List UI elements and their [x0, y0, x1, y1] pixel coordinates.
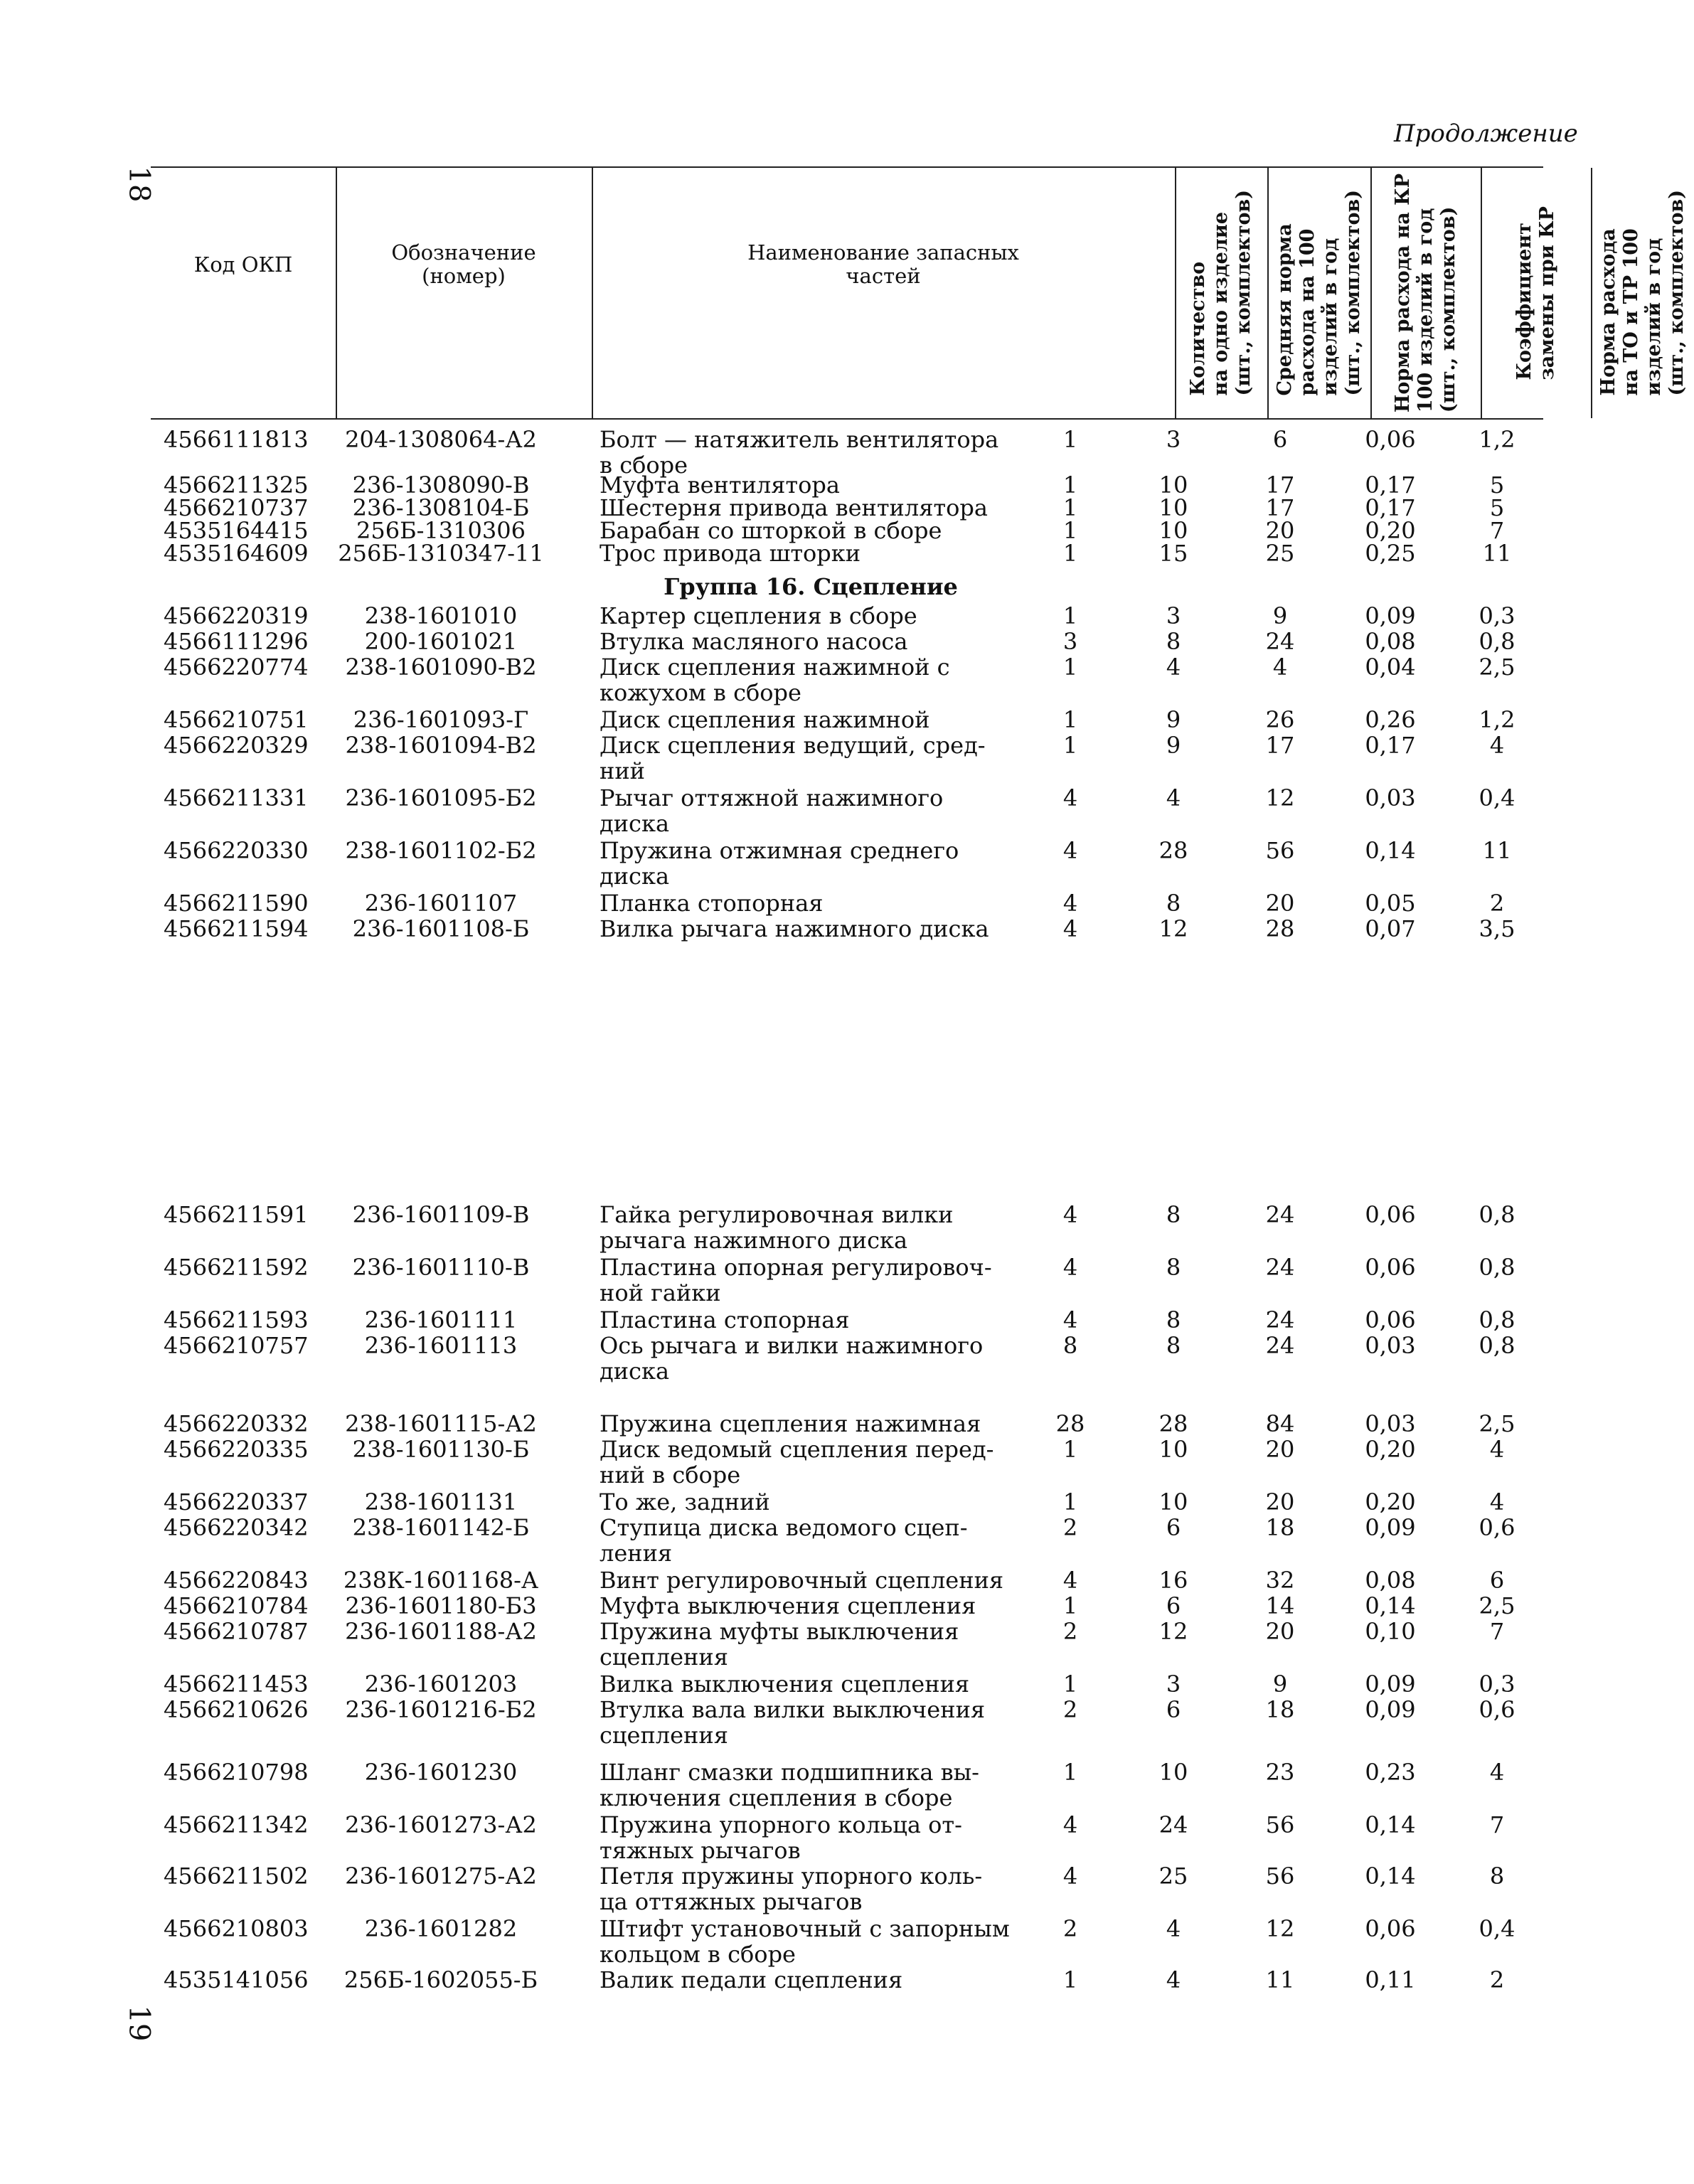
part-number: 236-1601203 — [364, 1671, 518, 1698]
header-coef — [1481, 168, 1591, 418]
okp-code: 4566210803 — [164, 1915, 309, 1942]
qty-per-item: 4 — [1062, 1567, 1078, 1594]
part-name: ления — [600, 1540, 673, 1567]
kr-norm: 17 — [1265, 732, 1295, 759]
qty-per-item: 2 — [1062, 1514, 1078, 1541]
part-name: кожухом в сборе — [600, 679, 801, 706]
to-norm: 0,3 — [1479, 602, 1515, 629]
okp-code: 4566211325 — [164, 472, 309, 499]
part-number: 236-1601113 — [364, 1332, 518, 1359]
part-name: Диск сцепления нажимной с — [600, 654, 950, 681]
okp-code: 4566220342 — [164, 1514, 309, 1541]
header-number-text: Обозначение (номер) — [391, 240, 536, 288]
replacement-coef: 0,09 — [1365, 1671, 1416, 1698]
part-number: 236-1601188-А2 — [345, 1618, 537, 1645]
qty-per-item: 1 — [1062, 1488, 1078, 1516]
part-number: 204-1308064-А2 — [345, 426, 537, 453]
part-name: Диск сцепления ведущий, сред- — [600, 732, 986, 759]
part-number: 236-1601282 — [364, 1915, 518, 1942]
to-norm: 4 — [1489, 1436, 1505, 1463]
replacement-coef: 0,25 — [1365, 540, 1416, 567]
okp-code: 4566210757 — [164, 1332, 309, 1359]
kr-norm: 24 — [1265, 1254, 1295, 1281]
part-name: Муфта выключения сцепления — [600, 1592, 976, 1619]
header-okp-text: Код ОКП — [193, 252, 293, 277]
part-number: 236-1601095-Б2 — [345, 784, 537, 811]
header-avg — [1267, 168, 1370, 418]
okp-code: 4566211593 — [164, 1306, 309, 1333]
qty-per-item: 4 — [1062, 784, 1078, 811]
replacement-coef: 0,14 — [1365, 837, 1416, 864]
avg-norm: 8 — [1166, 628, 1181, 655]
part-name: рычага нажимного диска — [600, 1227, 908, 1254]
replacement-coef: 0,06 — [1365, 1254, 1416, 1281]
header-to-text: Норма расхода на ТО и ТР 100 изделий в год (шт., комплектов) — [1597, 190, 1688, 396]
part-name: Трос привода шторки — [600, 540, 861, 567]
avg-norm: 9 — [1166, 706, 1181, 733]
okp-code: 4535164609 — [164, 540, 309, 567]
part-name: Ступица диска ведомого сцеп- — [600, 1514, 968, 1541]
qty-per-item: 2 — [1062, 1618, 1078, 1645]
avg-norm: 9 — [1166, 732, 1181, 759]
okp-code: 4566210751 — [164, 706, 309, 733]
part-name: Болт — натяжитель вентилятора — [600, 426, 999, 453]
replacement-coef: 0,06 — [1365, 1915, 1416, 1942]
replacement-coef: 0,06 — [1365, 1306, 1416, 1333]
qty-per-item: 4 — [1062, 1254, 1078, 1281]
part-name: Пластина стопорная — [600, 1306, 850, 1333]
okp-code: 4566210784 — [164, 1592, 309, 1619]
qty-per-item: 28 — [1055, 1410, 1085, 1437]
okp-code: 4566220329 — [164, 732, 309, 759]
kr-norm: 20 — [1265, 890, 1295, 917]
avg-norm: 10 — [1158, 1436, 1188, 1463]
avg-norm: 6 — [1166, 1592, 1181, 1619]
okp-code: 4566210737 — [164, 494, 309, 521]
okp-code: 4566220330 — [164, 837, 309, 864]
avg-norm: 6 — [1166, 1696, 1181, 1723]
header-number — [336, 139, 592, 390]
to-norm: 1,2 — [1479, 426, 1515, 453]
part-name: Диск сцепления нажимной — [600, 706, 930, 733]
to-norm: 7 — [1489, 1811, 1505, 1838]
header-qty-text: Количество на одно изделие (шт., комплектов) — [1187, 190, 1254, 396]
to-norm: 2,5 — [1479, 654, 1515, 681]
qty-per-item: 3 — [1062, 628, 1078, 655]
part-name: Шланг смазки подшипника вы- — [600, 1759, 979, 1786]
to-norm: 3,5 — [1479, 915, 1515, 942]
replacement-coef: 0,07 — [1365, 915, 1416, 942]
qty-per-item: 4 — [1062, 1863, 1078, 1890]
avg-norm: 4 — [1166, 1966, 1181, 1993]
part-name: тяжных рычагов — [600, 1837, 801, 1864]
avg-norm: 8 — [1166, 1254, 1181, 1281]
qty-per-item: 2 — [1062, 1696, 1078, 1723]
to-norm: 11 — [1482, 837, 1512, 864]
to-norm: 0,8 — [1479, 1306, 1515, 1333]
replacement-coef: 0,09 — [1365, 602, 1416, 629]
to-norm: 0,8 — [1479, 1332, 1515, 1359]
part-name: Планка стопорная — [600, 890, 824, 917]
to-norm: 0,8 — [1479, 1201, 1515, 1228]
kr-norm: 24 — [1265, 628, 1295, 655]
part-name: ний — [600, 757, 645, 784]
okp-code: 4566210787 — [164, 1618, 309, 1645]
okp-code: 4566210798 — [164, 1759, 309, 1786]
part-number: 236-1601109-В — [352, 1201, 530, 1228]
part-number: 238-1601102-Б2 — [345, 837, 537, 864]
to-norm: 5 — [1489, 494, 1505, 521]
kr-norm: 20 — [1265, 1618, 1295, 1645]
replacement-coef: 0,04 — [1365, 654, 1416, 681]
replacement-coef: 0,05 — [1365, 890, 1416, 917]
to-norm: 7 — [1489, 1618, 1505, 1645]
to-norm: 2,5 — [1479, 1592, 1515, 1619]
avg-norm: 6 — [1166, 1514, 1181, 1541]
avg-norm: 10 — [1158, 1488, 1188, 1516]
qty-per-item: 1 — [1062, 472, 1078, 499]
qty-per-item: 1 — [1062, 706, 1078, 733]
replacement-coef: 0,08 — [1365, 628, 1416, 655]
replacement-coef: 0,23 — [1365, 1759, 1416, 1786]
to-norm: 5 — [1489, 472, 1505, 499]
to-norm: 2,5 — [1479, 1410, 1515, 1437]
header-coef-text: Коэффициент замены при КР — [1513, 206, 1558, 380]
kr-norm: 20 — [1265, 1436, 1295, 1463]
okp-code: 4566211502 — [164, 1863, 309, 1890]
replacement-coef: 0,03 — [1365, 784, 1416, 811]
to-norm: 0,6 — [1479, 1696, 1515, 1723]
kr-norm: 12 — [1265, 784, 1295, 811]
replacement-coef: 0,06 — [1365, 1201, 1416, 1228]
part-name: Пластина опорная регулировоч- — [600, 1254, 992, 1281]
avg-norm: 8 — [1166, 1332, 1181, 1359]
qty-per-item: 1 — [1062, 732, 1078, 759]
qty-per-item: 1 — [1062, 426, 1078, 453]
qty-per-item: 4 — [1062, 1811, 1078, 1838]
table-header — [151, 166, 1688, 420]
avg-norm: 10 — [1158, 494, 1188, 521]
okp-code: 4566211594 — [164, 915, 309, 942]
part-number: 236-1601108-Б — [352, 915, 530, 942]
part-name: Втулка масляного насоса — [600, 628, 908, 655]
qty-per-item: 1 — [1062, 517, 1078, 544]
part-number: 236-1601111 — [364, 1306, 518, 1333]
header-avg-text: Средняя норма расхода на 100 изделий в год (шт., комплектов) — [1273, 190, 1364, 396]
okp-code: 4566111296 — [164, 628, 309, 655]
continuation-label: Продолжение — [1394, 119, 1578, 148]
to-norm: 6 — [1489, 1567, 1505, 1594]
avg-norm: 12 — [1158, 915, 1188, 942]
avg-norm: 25 — [1158, 1863, 1188, 1890]
kr-norm: 56 — [1265, 1863, 1295, 1890]
part-number: 238-1601094-В2 — [345, 732, 537, 759]
qty-per-item: 1 — [1062, 1671, 1078, 1698]
header-name — [592, 139, 1175, 390]
kr-norm: 11 — [1265, 1966, 1295, 1993]
kr-norm: 18 — [1265, 1514, 1295, 1541]
part-name: диска — [600, 863, 670, 890]
replacement-coef: 0,03 — [1365, 1410, 1416, 1437]
kr-norm: 17 — [1265, 494, 1295, 521]
to-norm: 2 — [1489, 1966, 1505, 1993]
replacement-coef: 0,20 — [1365, 517, 1416, 544]
to-norm: 0,8 — [1479, 628, 1515, 655]
part-number: 238К-1601168-А — [343, 1567, 539, 1594]
qty-per-item: 2 — [1062, 1915, 1078, 1942]
to-norm: 4 — [1489, 1488, 1505, 1516]
avg-norm: 4 — [1166, 784, 1181, 811]
part-name: Картер сцепления в сборе — [600, 602, 917, 629]
kr-norm: 84 — [1265, 1410, 1295, 1437]
to-norm: 4 — [1489, 732, 1505, 759]
part-number: 236-1308090-В — [352, 472, 530, 499]
avg-norm: 4 — [1166, 1915, 1181, 1942]
kr-norm: 4 — [1272, 654, 1288, 681]
avg-norm: 8 — [1166, 1306, 1181, 1333]
to-norm: 0,4 — [1479, 784, 1515, 811]
replacement-coef: 0,20 — [1365, 1436, 1416, 1463]
kr-norm: 14 — [1265, 1592, 1295, 1619]
header-to — [1591, 168, 1694, 418]
page-number-top: 18 — [122, 166, 156, 203]
part-name: в сборе — [600, 452, 688, 479]
to-norm: 0,6 — [1479, 1514, 1515, 1541]
avg-norm: 28 — [1158, 1410, 1188, 1437]
kr-norm: 20 — [1265, 1488, 1295, 1516]
part-name: Пружина отжимная среднего — [600, 837, 959, 864]
okp-code: 4535164415 — [164, 517, 309, 544]
part-name: ключения сцепления в сборе — [600, 1784, 953, 1811]
okp-code: 4566211331 — [164, 784, 309, 811]
header-qty — [1175, 168, 1267, 418]
avg-norm: 10 — [1158, 517, 1188, 544]
avg-norm: 10 — [1158, 1759, 1188, 1786]
part-name: Петля пружины упорного коль- — [600, 1863, 983, 1890]
part-name: ца оттяжных рычагов — [600, 1888, 863, 1915]
qty-per-item: 1 — [1062, 494, 1078, 521]
to-norm: 2 — [1489, 890, 1505, 917]
header-okp — [151, 139, 336, 390]
avg-norm: 12 — [1158, 1618, 1188, 1645]
qty-per-item: 1 — [1062, 1966, 1078, 1993]
part-number: 236-1601110-В — [352, 1254, 530, 1281]
replacement-coef: 0,09 — [1365, 1514, 1416, 1541]
replacement-coef: 0,14 — [1365, 1863, 1416, 1890]
part-number: 256Б-1602055-Б — [343, 1966, 538, 1993]
part-number: 200-1601021 — [364, 628, 518, 655]
replacement-coef: 0,20 — [1365, 1488, 1416, 1516]
kr-norm: 24 — [1265, 1306, 1295, 1333]
okp-code: 4566220774 — [164, 654, 309, 681]
replacement-coef: 0,26 — [1365, 706, 1416, 733]
part-name: Штифт установочный с запорным — [600, 1915, 1010, 1942]
part-number: 238-1601131 — [364, 1488, 518, 1516]
part-name: диска — [600, 810, 670, 837]
to-norm: 11 — [1482, 540, 1512, 567]
part-name: Диск ведомый сцепления перед- — [600, 1436, 994, 1463]
replacement-coef: 0,17 — [1365, 472, 1416, 499]
kr-norm: 23 — [1265, 1759, 1295, 1786]
part-name: Валик педали сцепления — [600, 1966, 903, 1993]
okp-code: 4566220319 — [164, 602, 309, 629]
okp-code: 4566220332 — [164, 1410, 309, 1437]
replacement-coef: 0,17 — [1365, 494, 1416, 521]
part-name: сцепления — [600, 1644, 728, 1671]
avg-norm: 8 — [1166, 890, 1181, 917]
avg-norm: 4 — [1166, 654, 1181, 681]
kr-norm: 24 — [1265, 1201, 1295, 1228]
part-number: 238-1601115-А2 — [345, 1410, 537, 1437]
part-name: Шестерня привода вентилятора — [600, 494, 988, 521]
kr-norm: 28 — [1265, 915, 1295, 942]
kr-norm: 6 — [1272, 426, 1288, 453]
part-name: ний в сборе — [600, 1461, 741, 1488]
qty-per-item: 1 — [1062, 1592, 1078, 1619]
qty-per-item: 1 — [1062, 654, 1078, 681]
avg-norm: 15 — [1158, 540, 1188, 567]
part-number: 256Б-1310347-11 — [338, 540, 544, 567]
part-number: 236-1601180-Б3 — [345, 1592, 537, 1619]
qty-per-item: 8 — [1062, 1332, 1078, 1359]
part-name: Винт регулировочный сцепления — [600, 1567, 1004, 1594]
qty-per-item: 4 — [1062, 915, 1078, 942]
replacement-coef: 0,17 — [1365, 732, 1416, 759]
okp-code: 4566210626 — [164, 1696, 309, 1723]
to-norm: 0,3 — [1479, 1671, 1515, 1698]
to-norm: 0,8 — [1479, 1254, 1515, 1281]
okp-code: 4566220843 — [164, 1567, 309, 1594]
part-number: 236-1308104-Б — [352, 494, 530, 521]
header-kr-text: Норма расхода на КР 100 изделий в год (шт., комплектов) — [1391, 173, 1459, 413]
part-number: 236-1601093-Г — [353, 706, 529, 733]
to-norm: 8 — [1489, 1863, 1505, 1890]
part-number: 236-1601275-А2 — [345, 1863, 537, 1890]
kr-norm: 17 — [1265, 472, 1295, 499]
avg-norm: 10 — [1158, 472, 1188, 499]
part-name: Гайка регулировочная вилки — [600, 1201, 954, 1228]
qty-per-item: 1 — [1062, 1759, 1078, 1786]
kr-norm: 12 — [1265, 1915, 1295, 1942]
okp-code: 4566220337 — [164, 1488, 309, 1516]
replacement-coef: 0,14 — [1365, 1592, 1416, 1619]
okp-code: 4566211590 — [164, 890, 309, 917]
header-kr — [1370, 168, 1481, 418]
part-name: ной гайки — [600, 1279, 721, 1306]
part-number: 236-1601216-Б2 — [345, 1696, 537, 1723]
to-norm: 1,2 — [1479, 706, 1515, 733]
okp-code: 4566211591 — [164, 1201, 309, 1228]
to-norm: 4 — [1489, 1759, 1505, 1786]
avg-norm: 3 — [1166, 426, 1181, 453]
qty-per-item: 4 — [1062, 890, 1078, 917]
okp-code: 4566211342 — [164, 1811, 309, 1838]
kr-norm: 9 — [1272, 1671, 1288, 1698]
avg-norm: 8 — [1166, 1201, 1181, 1228]
okp-code: 4566111813 — [164, 426, 309, 453]
part-name: Рычаг оттяжной нажимного — [600, 784, 944, 811]
okp-code: 4566211592 — [164, 1254, 309, 1281]
replacement-coef: 0,03 — [1365, 1332, 1416, 1359]
replacement-coef: 0,06 — [1365, 426, 1416, 453]
part-number: 256Б-1310306 — [356, 517, 526, 544]
qty-per-item: 1 — [1062, 1436, 1078, 1463]
part-name: Втулка вала вилки выключения — [600, 1696, 986, 1723]
qty-per-item: 4 — [1062, 1306, 1078, 1333]
replacement-coef: 0,14 — [1365, 1811, 1416, 1838]
part-number: 238-1601090-В2 — [345, 654, 537, 681]
kr-norm: 25 — [1265, 540, 1295, 567]
avg-norm: 3 — [1166, 602, 1181, 629]
avg-norm: 24 — [1158, 1811, 1188, 1838]
qty-per-item: 4 — [1062, 1201, 1078, 1228]
part-name: диска — [600, 1358, 670, 1385]
part-name: Пружина муфты выключения — [600, 1618, 959, 1645]
kr-norm: 32 — [1265, 1567, 1295, 1594]
page-number-bottom: 19 — [122, 2005, 156, 2042]
replacement-coef: 0,09 — [1365, 1696, 1416, 1723]
replacement-coef: 0,10 — [1365, 1618, 1416, 1645]
part-name: Ось рычага и вилки нажимного — [600, 1332, 984, 1359]
part-name: Пружина сцепления нажимная — [600, 1410, 981, 1437]
part-name: Пружина упорного кольца от- — [600, 1811, 962, 1838]
kr-norm: 56 — [1265, 837, 1295, 864]
avg-norm: 3 — [1166, 1671, 1181, 1698]
avg-norm: 16 — [1158, 1567, 1188, 1594]
part-name: кольцом в сборе — [600, 1941, 796, 1968]
to-norm: 0,4 — [1479, 1915, 1515, 1942]
okp-code: 4535141056 — [164, 1966, 309, 1993]
avg-norm: 28 — [1158, 837, 1188, 864]
okp-code: 4566220335 — [164, 1436, 309, 1463]
kr-norm: 18 — [1265, 1696, 1295, 1723]
part-number: 236-1601107 — [364, 890, 518, 917]
part-number: 236-1601230 — [364, 1759, 518, 1786]
group-title: Группа 16. Сцепление — [664, 573, 958, 600]
okp-code: 4566211453 — [164, 1671, 309, 1698]
part-number: 238-1601010 — [364, 602, 518, 629]
kr-norm: 9 — [1272, 602, 1288, 629]
kr-norm: 20 — [1265, 517, 1295, 544]
kr-norm: 26 — [1265, 706, 1295, 733]
qty-per-item: 1 — [1062, 602, 1078, 629]
part-name: То же, задний — [600, 1488, 770, 1516]
qty-per-item: 4 — [1062, 837, 1078, 864]
to-norm: 7 — [1489, 517, 1505, 544]
part-name: сцепления — [600, 1722, 728, 1749]
part-name: Вилка рычага нажимного диска — [600, 915, 989, 942]
part-name: Барабан со шторкой в сборе — [600, 517, 942, 544]
kr-norm: 24 — [1265, 1332, 1295, 1359]
replacement-coef: 0,08 — [1365, 1567, 1416, 1594]
kr-norm: 56 — [1265, 1811, 1295, 1838]
part-number: 238-1601142-Б — [352, 1514, 530, 1541]
header-name-text: Наименование запасных частей — [747, 240, 1019, 288]
part-name: Вилка выключения сцепления — [600, 1671, 970, 1698]
part-number: 238-1601130-Б — [352, 1436, 530, 1463]
part-number: 236-1601273-А2 — [345, 1811, 537, 1838]
qty-per-item: 1 — [1062, 540, 1078, 567]
replacement-coef: 0,11 — [1365, 1966, 1416, 1993]
part-name: Муфта вентилятора — [600, 472, 840, 499]
